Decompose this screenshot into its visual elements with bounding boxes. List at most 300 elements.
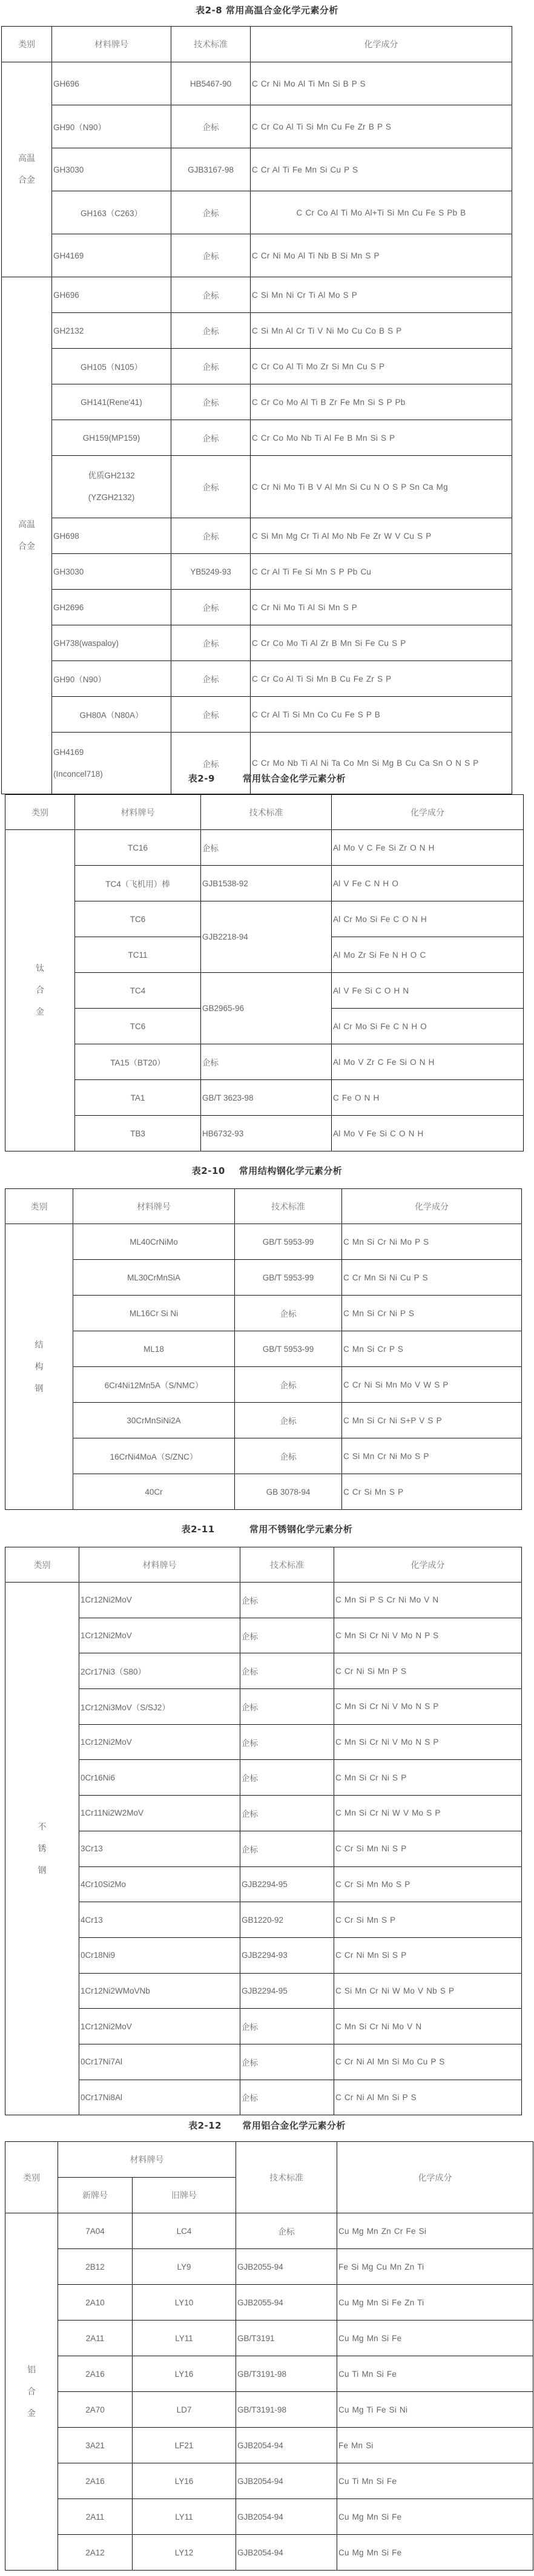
composition-cell: C Mn Si Cr Ni V Mo N S P (334, 1689, 522, 1725)
category-label: 金 (27, 2408, 36, 2419)
composition-cell: Al V Fe Si C O H N (332, 973, 524, 1009)
grade-cell: 30CrMnSiNi2A (73, 1403, 235, 1438)
header-category: 类别 (5, 1547, 79, 1583)
grade-cell: 6Cr4Ni12Mn5A（S/NMC） (73, 1367, 235, 1403)
composition-cell: C Cr Mn Si Ni Cu P S (342, 1260, 522, 1296)
standard-cell: GB/T 5953-99 (235, 1224, 342, 1260)
composition-cell: Fe Si Mg Cu Mn Zn Ti (337, 2249, 533, 2285)
standard-cell: 企标 (240, 2009, 334, 2044)
table-row (5, 1583, 522, 1618)
grade-cell: 0Cr17Ni7Al (79, 2044, 240, 2080)
header-composition: 化学成分 (251, 27, 512, 62)
header-standard: 技术标准 (235, 1189, 342, 1224)
standard-cell: 企标 (240, 1689, 334, 1725)
table-row (2, 518, 512, 554)
table-row (2, 661, 512, 697)
composition-cell: C Fe O N H (332, 1080, 524, 1116)
standard-cell: GJB2294-93 (240, 1937, 334, 1973)
table-row (2, 590, 512, 625)
header-standard: 技术标准 (236, 2142, 337, 2213)
table-2-11-title: 表2-11 常用不锈钢化学元素分析 (181, 1524, 353, 1535)
grade-cell: TB3 (75, 1116, 201, 1151)
grade-cell: TC6 (75, 1009, 201, 1044)
standard-cell: 企标 (240, 2080, 334, 2115)
category-label: 合金 (18, 176, 35, 185)
composition-cell: Cu Mg Mn Si Fe (337, 2499, 533, 2535)
header-standard: 技术标准 (171, 27, 251, 62)
grade-cell: ML16Cr Si Ni (73, 1296, 235, 1331)
table-2-9-title: 表2-9 常用钛合金化学元素分析 (188, 773, 346, 784)
standard-cell: GJB2055-94 (236, 2285, 337, 2321)
table-row (5, 1760, 522, 1796)
table-row (5, 1080, 524, 1116)
table-row (5, 1831, 522, 1866)
table-row (5, 830, 524, 866)
header-composition: 化学成分 (337, 2142, 533, 2213)
standard-cell: GJB1538-92 (201, 866, 332, 901)
composition-cell: Fe Mn Si (337, 2428, 533, 2463)
table-row (2, 349, 512, 384)
table-row (2, 625, 512, 661)
category-cell (2, 277, 52, 794)
composition-cell: C Si Mn Al Cr Ti V Ni Mo Cu Co B S P (251, 313, 512, 349)
standard-cell: GB/T3191-98 (236, 2392, 337, 2428)
standard-cell: 企标 (240, 1760, 334, 1796)
new-grade-cell: 2A16 (58, 2463, 133, 2499)
header-grade: 材料牌号 (75, 795, 201, 830)
standard-cell: 企标 (240, 1831, 334, 1866)
category-cell (2, 62, 52, 277)
category-label: 合金 (18, 541, 35, 552)
new-grade-cell: 2A70 (58, 2392, 133, 2428)
table-header-row (5, 795, 524, 830)
table-row (5, 2009, 522, 2044)
grade-cell: GH90（N90） (52, 105, 171, 148)
header-grade: 材料牌号 (52, 27, 171, 62)
standard-cell: HB5467-90 (171, 62, 251, 105)
table-2-8-title: 表2-8 常用高温合金化学元素分析 (196, 5, 338, 16)
standard-cell: 企标 (240, 1618, 334, 1653)
grade-cell: ML18 (73, 1331, 235, 1367)
standard-cell: GJB2054-94 (236, 2428, 337, 2463)
header-category: 类别 (5, 1189, 73, 1224)
composition-cell: C Mn Si P S Cr Ni Mo V N (334, 1583, 522, 1618)
standard-cell: GJB2054-94 (236, 2499, 337, 2535)
grade-cell: ML30CrMnSiA (73, 1260, 235, 1296)
table-row (5, 2213, 533, 2249)
header-grade: 材料牌号 (79, 1547, 240, 1583)
standard-cell: 企标 (201, 1044, 332, 1080)
table-row (5, 2535, 533, 2571)
grade-cell: 4Cr10Si2Mo (79, 1866, 240, 1902)
standard-cell: 企标 (235, 1403, 342, 1438)
composition-cell: C Cr Co Al Ti Si Mn B Cu Fe Zr S P (251, 661, 512, 697)
table-row (5, 2285, 533, 2321)
grade-cell: GH159(MP159) (52, 420, 171, 456)
grade-cell: GH696 (52, 277, 171, 313)
table-row (2, 456, 512, 518)
grade-cell: GH105（N105） (52, 349, 171, 384)
composition-cell: Cu Mg Mn Zn Cr Fe Si (337, 2213, 533, 2249)
header-standard: 技术标准 (201, 795, 332, 830)
header-category: 类别 (5, 795, 75, 830)
table-row (5, 2249, 533, 2285)
standard-cell: 企标 (171, 277, 251, 313)
standard-cell: 企标 (235, 1296, 342, 1331)
grade-cell: GH90（N90） (52, 661, 171, 697)
header-composition: 化学成分 (332, 795, 524, 830)
new-grade-cell: 2A11 (58, 2321, 133, 2356)
grade-cell: 40Cr (73, 1474, 235, 1510)
standard-cell: 企标 (171, 420, 251, 456)
composition-cell: Al Cr Mo Si Fe C N H O (332, 1009, 524, 1044)
table-row (5, 2428, 533, 2463)
new-grade-cell: 3A21 (58, 2428, 133, 2463)
composition-cell: C Cr Co Mo Al Ti B Zr Fe Mn Si S P Pb (251, 384, 512, 420)
standard-cell: GJB3167-98 (171, 148, 251, 191)
grade-cell: ML40CrNiMo (73, 1224, 235, 1260)
old-grade-cell: LY11 (133, 2321, 236, 2356)
table-row (5, 1044, 524, 1080)
old-grade-cell: LC4 (133, 2213, 236, 2249)
table-row (2, 313, 512, 349)
table-row (5, 2392, 533, 2428)
header-grade: 材料牌号 (73, 1189, 235, 1224)
category-label: 高温 (18, 519, 35, 530)
category-label: 合 (36, 986, 44, 995)
standard-cell: 企标 (235, 1367, 342, 1403)
standard-cell: 企标 (171, 191, 251, 234)
table-header-row (5, 1547, 522, 1583)
grade-label: 优质GH2132 (88, 471, 135, 480)
standard-cell: GB/T 5953-99 (235, 1260, 342, 1296)
header-category: 类别 (2, 27, 52, 62)
grade-cell: TC16 (75, 830, 201, 866)
composition-cell: C Mn Si Cr Ni V Mo N P S (334, 1618, 522, 1653)
category-cell (5, 1224, 73, 1510)
table-header-row (5, 1189, 522, 1224)
composition-cell: C Cr Al Ti Fe Si Mn S P Pb Cu (251, 554, 512, 590)
composition-cell: C Cr Co Al Ti Mo Al+Ti Si Mn Cu Fe S Pb B (251, 191, 512, 234)
grade-cell: 1Cr12Ni3MoV（S/SJ2） (79, 1689, 240, 1725)
grade-cell: GH3030 (52, 554, 171, 590)
grade-cell: 16CrNi4MoA（S/ZNC） (73, 1438, 235, 1474)
composition-cell: C Cr Al Ti Fe Mn Si Cu P S (251, 148, 512, 191)
standard-cell: 企标 (240, 1796, 334, 1831)
standard-cell: GB/T3191-98 (236, 2356, 337, 2392)
standard-cell: 企标 (201, 830, 332, 866)
table-row (2, 733, 512, 794)
grade-cell: GH2132 (52, 313, 171, 349)
category-label: 金 (36, 1007, 44, 1017)
grade-cell: TA1 (75, 1080, 201, 1116)
table-row (5, 1474, 522, 1510)
composition-cell: Al Mo V Fe Si C O N H (332, 1116, 524, 1151)
composition-cell: C Cr Co Mo Nb Ti Al Fe B Mn Si S P (251, 420, 512, 456)
standard-cell: 企标 (171, 456, 251, 518)
table-row (2, 148, 512, 191)
composition-cell: C Cr Ni Al Mn Si P S (334, 2080, 522, 2115)
composition-cell: C Mn Si Cr Ni S+P V S P (342, 1403, 522, 1438)
table-2-8-superalloy (1, 26, 512, 794)
composition-cell: C Cr Si Mn S P (334, 1902, 522, 1938)
standard-cell: 企标 (171, 105, 251, 148)
composition-cell: C Cr Ni Mo Al Ti Nb B Si Mn S P (251, 234, 512, 277)
standard-cell: 企标 (171, 697, 251, 733)
standard-cell: 企标 (240, 1724, 334, 1760)
old-grade-cell: LY11 (133, 2499, 236, 2535)
grade-cell: TC6 (75, 901, 201, 937)
standard-cell: GB 3078-94 (235, 1474, 342, 1510)
old-grade-cell: LF21 (133, 2428, 236, 2463)
composition-cell: Cu Mg Ti Fe Si Ni (337, 2392, 533, 2428)
new-grade-cell: 2A16 (58, 2356, 133, 2392)
standard-cell: 企标 (240, 1583, 334, 1618)
table-row (2, 191, 512, 234)
grade-cell: TC4 (75, 973, 201, 1009)
table-row (2, 384, 512, 420)
composition-cell: C Cr Ni Si Mn P S (334, 1653, 522, 1689)
table-row (5, 2080, 522, 2115)
header-standard: 技术标准 (240, 1547, 334, 1583)
composition-cell: Al V Fe C N H O (332, 866, 524, 901)
category-label: 合 (27, 2387, 36, 2397)
composition-cell: C Cr Ni Mo Ti Al Si Mn S P (251, 590, 512, 625)
table-row (5, 1367, 522, 1403)
composition-cell: C Si Mn Ni Cr Ti Al Mo S P (251, 277, 512, 313)
table-row (5, 2356, 533, 2392)
table-row (5, 1260, 522, 1296)
composition-cell: C Mn Si Cr Ni V Mo N S P (334, 1724, 522, 1760)
composition-cell: C Cr Ni Mn Si S P (334, 1937, 522, 1973)
standard-cell: GJB2055-94 (236, 2249, 337, 2285)
category-label: 钢 (38, 1865, 47, 1876)
composition-cell: C Cr Mo Nb Ti Al Ni Ta Co Mn Si Mg B Cu Ca Sn O N S P (251, 733, 512, 794)
category-label: 高温 (18, 154, 35, 163)
composition-cell: C Mn Si Cr Ni W V Mo S P (334, 1796, 522, 1831)
grade-cell: GH80A（N80A） (52, 697, 171, 733)
standard-cell: GB/T3191 (236, 2321, 337, 2356)
old-grade-cell: LD7 (133, 2392, 236, 2428)
composition-cell: C Mn Si Cr P S (342, 1331, 522, 1367)
category-label: 铝 (27, 2365, 36, 2375)
new-grade-cell: 2A11 (58, 2499, 133, 2535)
table-row (5, 1403, 522, 1438)
table-row (5, 1618, 522, 1653)
table-row (2, 234, 512, 277)
standard-cell: YB5249-93 (171, 554, 251, 590)
standard-cell: 企标 (171, 590, 251, 625)
standard-cell: GB1220-92 (240, 1902, 334, 1938)
new-grade-cell: 2A10 (58, 2285, 133, 2321)
table-row (5, 1653, 522, 1689)
grade-cell: 1Cr12Ni2WMoVNb (79, 1973, 240, 2009)
old-grade-cell: LY12 (133, 2535, 236, 2571)
table-row (2, 554, 512, 590)
composition-cell: C Cr Co Al Ti Mo Zr Si Mn Cu S P (251, 349, 512, 384)
grade-cell: 1Cr12Ni2MoV (79, 1583, 240, 1618)
composition-cell: C Si Mn Mg Cr Ti Al Mo Nb Fe Zr W V Cu S P (251, 518, 512, 554)
old-grade-cell: LY9 (133, 2249, 236, 2285)
table-row (2, 62, 512, 105)
header-grade: 材料牌号 (58, 2142, 236, 2178)
header-composition: 化学成分 (334, 1547, 522, 1583)
standard-cell: 企标 (171, 661, 251, 697)
standard-cell: GJB2054-94 (236, 2535, 337, 2571)
composition-cell: C Si Mn Cr Ni Mo S P (342, 1438, 522, 1474)
table-header-row (5, 2142, 533, 2178)
grade-cell (52, 456, 171, 518)
standard-cell: 企标 (171, 733, 251, 794)
grade-cell: TC11 (75, 937, 201, 973)
new-grade-cell: 7A04 (58, 2213, 133, 2249)
header-old-grade: 旧牌号 (133, 2178, 236, 2213)
table-2-9-titanium (5, 794, 524, 1151)
standard-cell: 企标 (171, 234, 251, 277)
table-2-10-structural-steel (5, 1188, 522, 1510)
header-new-grade: 新牌号 (58, 2178, 133, 2213)
old-grade-cell: LY10 (133, 2285, 236, 2321)
standard-cell: GB/T 3623-98 (201, 1080, 332, 1116)
table-row (5, 866, 524, 901)
standard-cell: 企标 (171, 349, 251, 384)
old-grade-cell: LY16 (133, 2463, 236, 2499)
composition-cell: Al Mo V Zr C Fe Si O N H (332, 1044, 524, 1080)
composition-cell: C Cr Ni Si Mn Mo V W S P (342, 1367, 522, 1403)
table-row (2, 105, 512, 148)
table-row (5, 2044, 522, 2080)
standard-cell: GJB2294-95 (240, 1973, 334, 2009)
standard-cell: 企标 (171, 518, 251, 554)
table-row (2, 277, 512, 313)
grade-cell: TC4（飞机用）棒 (75, 866, 201, 901)
table-row (5, 1973, 522, 2009)
category-cell (5, 830, 75, 1151)
composition-cell: C Mn Si Cr Ni S P (334, 1760, 522, 1796)
grade-cell: 1Cr12Ni2MoV (79, 1724, 240, 1760)
table-2-11-stainless-steel (5, 1547, 522, 2115)
grade-cell: 0Cr16Ni6 (79, 1760, 240, 1796)
grade-cell: 1Cr11Ni2W2MoV (79, 1796, 240, 1831)
category-cell (5, 2213, 58, 2571)
category-label: 不 (38, 1822, 47, 1832)
category-label: 钢 (35, 1383, 44, 1394)
standard-cell: HB6732-93 (201, 1116, 332, 1151)
composition-cell: Cu Ti Mn Si Fe (337, 2356, 533, 2392)
table-row (5, 1331, 522, 1367)
grade-cell (52, 733, 171, 794)
grade-label: (Inconcel718) (53, 769, 103, 779)
grade-cell: TA15（BT20） (75, 1044, 201, 1080)
grade-cell: GH4169 (52, 234, 171, 277)
standard-cell: 企标 (240, 1653, 334, 1689)
grade-cell: 3Cr13 (79, 1831, 240, 1866)
table-row (5, 901, 524, 937)
table-row (5, 1438, 522, 1474)
new-grade-cell: 2A12 (58, 2535, 133, 2571)
standard-cell: 企标 (171, 384, 251, 420)
table-row (5, 2463, 533, 2499)
composition-cell: Cu Mg Mn Si Fe Zn Ti (337, 2285, 533, 2321)
grade-cell: 0Cr18Ni9 (79, 1937, 240, 1973)
table-row (5, 1116, 524, 1151)
category-label: 锈 (38, 1843, 47, 1854)
standard-cell: 企标 (171, 313, 251, 349)
composition-cell: C Cr Al Ti Si Mn Co Cu Fe S P B (251, 697, 512, 733)
composition-cell: Cu Mg Mn Si Fe (337, 2535, 533, 2571)
composition-cell: C Cr Co Al Ti Si Mn Cu Fe Zr B P S (251, 105, 512, 148)
header-category: 类别 (5, 2142, 58, 2213)
composition-cell: C Cr Si Mn Mo S P (334, 1866, 522, 1902)
table-row (5, 2499, 533, 2535)
table-2-10-title: 表2-10 常用结构钢化学元素分析 (191, 1165, 343, 1176)
grade-cell: 2Cr17Ni3（S80） (79, 1653, 240, 1689)
standard-cell: GB2965-96 (201, 973, 332, 1044)
table-row (5, 1937, 522, 1973)
composition-cell: C Cr Si Mn S P (342, 1474, 522, 1510)
standard-cell: GJB2054-94 (236, 2463, 337, 2499)
composition-cell: C Mn Si Cr Ni Mo P S (342, 1224, 522, 1260)
grade-cell: GH3030 (52, 148, 171, 191)
standard-cell: 企标 (236, 2213, 337, 2249)
standard-cell: 企标 (240, 2044, 334, 2080)
category-label: 构 (35, 1362, 44, 1372)
old-grade-cell: LY16 (133, 2356, 236, 2392)
table-row (5, 1689, 522, 1725)
table-row (2, 697, 512, 733)
composition-cell: C Cr Ni Al Mn Si Mo Cu P S (334, 2044, 522, 2080)
composition-cell: Cu Ti Mn Si Fe (337, 2463, 533, 2499)
grade-cell: GH698 (52, 518, 171, 554)
table-row (5, 1796, 522, 1831)
composition-cell: C Cr Ni Mo Ti B V Al Mn Si Cu N O S P Sn Ca Mg (251, 456, 512, 518)
standard-cell: GJB2294-95 (240, 1866, 334, 1902)
category-label: 钛 (36, 964, 44, 973)
grade-cell: GH2696 (52, 590, 171, 625)
grade-cell: 1Cr12Ni2MoV (79, 2009, 240, 2044)
grade-cell: 1Cr12Ni2MoV (79, 1618, 240, 1653)
table-row (2, 420, 512, 456)
grade-cell: GH696 (52, 62, 171, 105)
standard-cell: GJB2218-94 (201, 901, 332, 973)
composition-cell: C Si Mn Cr Ni W Mo V Nb S P (334, 1973, 522, 2009)
composition-cell: C Mn Si Cr Ni P S (342, 1296, 522, 1331)
grade-cell: GH141(Rene'41) (52, 384, 171, 420)
table-row (5, 2321, 533, 2356)
composition-cell: Al Cr Mo Si Fe C O N H (332, 901, 524, 937)
header-composition: 化学成分 (342, 1189, 522, 1224)
table-row (5, 1866, 522, 1902)
grade-cell: 0Cr17Ni8Al (79, 2080, 240, 2115)
composition-cell: C Cr Co Mo Ti Al Zr B Mn Si Fe Cu S P (251, 625, 512, 661)
table-2-12-aluminum-alloy (5, 2141, 533, 2571)
grade-label: (YZGH2132) (88, 493, 135, 502)
standard-cell: 企标 (171, 625, 251, 661)
grade-cell: 4Cr13 (79, 1902, 240, 1938)
table-header-row (2, 27, 512, 62)
composition-cell: Cu Mg Mn Si Fe (337, 2321, 533, 2356)
table-row (5, 1724, 522, 1760)
standard-cell: 企标 (235, 1438, 342, 1474)
composition-cell: C Mn Si Cr Ni Mo V N (334, 2009, 522, 2044)
category-label: 结 (35, 1340, 44, 1350)
standard-cell: GB/T 5953-99 (235, 1331, 342, 1367)
table-row (5, 1296, 522, 1331)
composition-cell: Al Mo Zr Si Fe N H O C (332, 937, 524, 973)
category-cell (5, 1583, 79, 2115)
composition-cell: C Cr Ni Mo Al Ti Mn Si B P S (251, 62, 512, 105)
composition-cell: C Cr Si Mn Ni S P (334, 1831, 522, 1866)
